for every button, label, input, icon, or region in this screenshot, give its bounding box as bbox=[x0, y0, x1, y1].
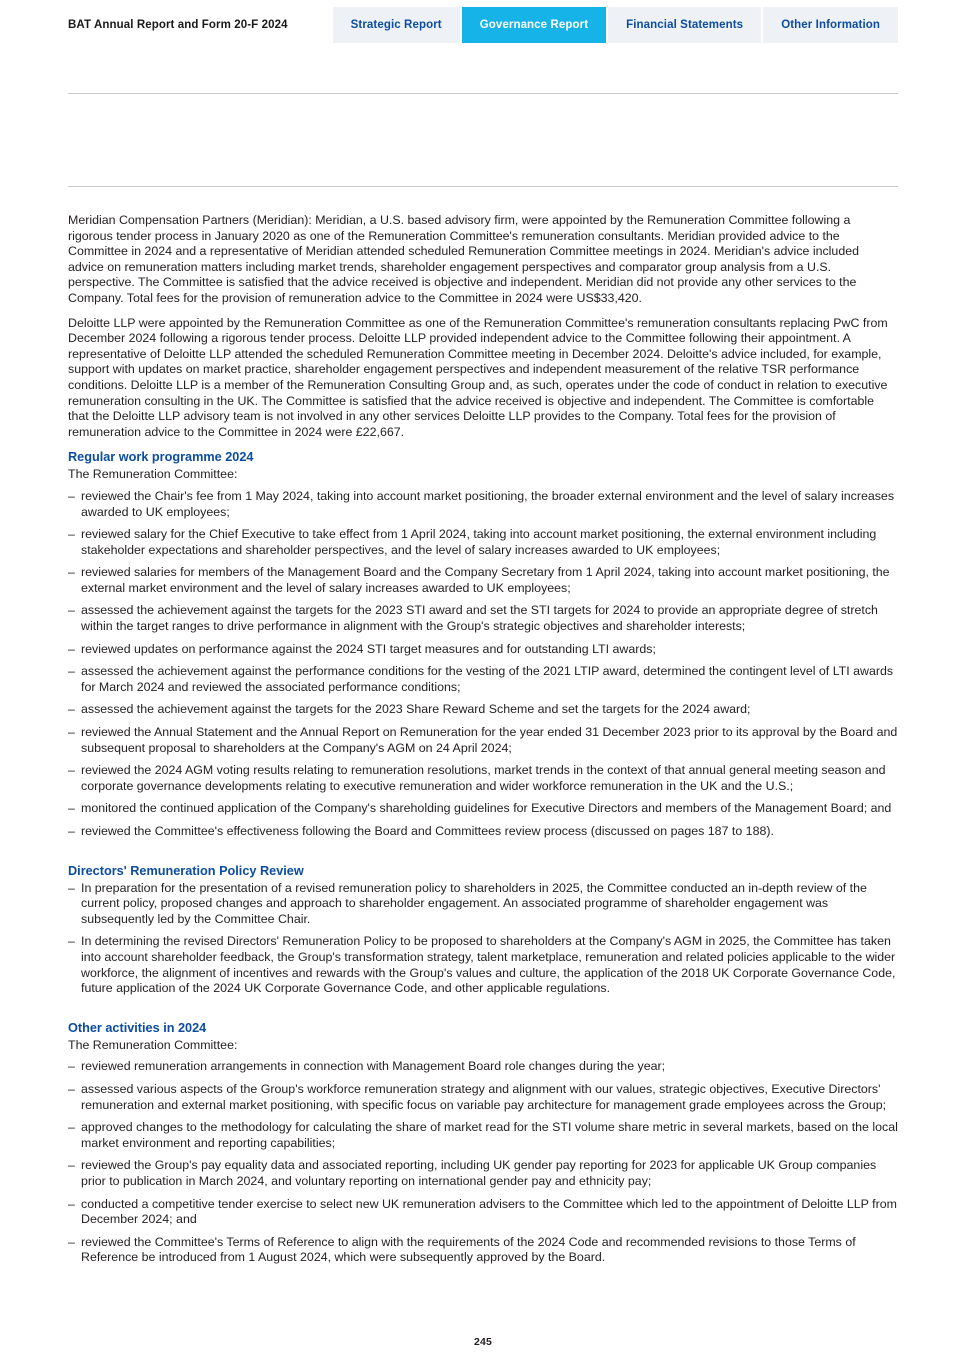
paragraph-meridian: Meridian Compensation Partners (Meridian): Meridian, a U.S. based advisory firm, were appointed by the Remuneration Committee following a rigorous tender process in January 2020 as one of the Remuneration Committee's remuneration consultants. Meridian provided advice to the Committee in 2024 and a representative of Meridian attended scheduled Remuneration Committee meetings in 2024. Meridian's advice included advice on remuneration matters including market trends, shareholder engagement perspectives and comparator group analysis from a U.S. perspective. The Committee is satisfied that the advice received is objective and independent. Meridian did not provide any other services to the Company. Total fees for the provision of remuneration advice to the Committee in 2024 were US$33,420. bbox=[68, 213, 859, 305]
heading-remuneration-policy-review: Directors' Remuneration Policy Review bbox=[68, 863, 304, 878]
list-item: – conducted a competitive tender exercise to select new UK remuneration advisers to the Committee which led to the appointment of Deloitte LLP from December 2024; and bbox=[68, 1197, 898, 1228]
tab-governance-report[interactable]: Governance Report bbox=[462, 7, 606, 43]
list-other-activities bbox=[68, 1059, 898, 1266]
page-header bbox=[0, 7, 966, 43]
list-item: – assessed the achievement against the targets for the 2023 Share Reward Scheme and set the targets for the 2024 award; bbox=[68, 702, 898, 718]
tab-strategic-report[interactable]: Strategic Report bbox=[333, 7, 460, 43]
list-item: – reviewed the Chair's fee from 1 May 2024, taking into account market positioning, the broader external environment and the level of salary increases awarded to UK employees; bbox=[68, 489, 898, 520]
list-item: – reviewed salaries for members of the Management Board and the Company Secretary from 1 April 2024, taking into account market positioning, the external market environment and the level of salary increases awarded to UK employees; bbox=[68, 565, 898, 596]
page-number: 245 bbox=[473, 1336, 493, 1348]
heading-other-activities: Other activities in 2024 bbox=[68, 1020, 207, 1035]
report-title: BAT Annual Report and Form 20-F 2024 bbox=[68, 19, 288, 31]
list-item: – reviewed the Annual Statement and the Annual Report on Remuneration for the year ended 31 December 2023 prior to its approval by the Board and subsequent proposal to shareholders at the Company's AGM on 24 April 2024; bbox=[68, 725, 898, 756]
list-item: – reviewed the Group's pay equality data and associated reporting, including UK gender pay reporting for 2023 for applicable UK Group companies prior to publication in March 2024, and voluntary reporting on international gender pay and ethnicity pay; bbox=[68, 1158, 898, 1189]
section-spacer bbox=[68, 1004, 898, 1012]
list-remuneration-policy-review bbox=[68, 881, 898, 997]
content-divider-rule bbox=[68, 186, 898, 187]
list-item: – assessed the achievement against the targets for the 2023 STI award and set the STI targets for 2024 to provide an appropriate degree of stretch within the target ranges to drive performance in alignment with the Group's strategic objectives and shareholder interests; bbox=[68, 603, 898, 634]
tab-financial-statements[interactable]: Financial Statements bbox=[608, 7, 761, 43]
list-item: – reviewed remuneration arrangements in connection with Management Board role changes during the year; bbox=[68, 1059, 898, 1075]
lead-regular-work-programme: The Remuneration Committee: bbox=[68, 467, 238, 482]
list-item: – reviewed salary for the Chief Executive to take effect from 1 April 2024, taking into account market positioning, the external environment including stakeholder expectations and shareholder perspectives, and the level of salary increases awarded to UK employees; bbox=[68, 527, 898, 558]
tab-other-information[interactable]: Other Information bbox=[763, 7, 898, 43]
list-regular-work-programme bbox=[68, 489, 898, 840]
list-item: – approved changes to the methodology for calculating the share of market read for the STI volume share metric in several markets, based on the local market environment and reporting capabilities; bbox=[68, 1120, 898, 1151]
paragraph-deloitte: Deloitte LLP were appointed by the Remuneration Committee as one of the Remuneration Committee's remuneration consultants replacing PwC from December 2024 following a rigorous tender process. Deloitte LLP provided independent advice to the Committee following their appointment. A representative of Deloitte LLP attended the scheduled Remuneration Committee meeting in December 2024. Deloitte's advice included, for example, support with updates on market practice, shareholder engagement perspectives and independent measurement of the relative TSR performance conditions. Deloitte LLP is a member of the Remuneration Consulting Group and, as such, operates under the code of conduct in relation to executive remuneration consulting in the UK. The Committee is satisfied that the advice received is objective and independent. The Committee is comfortable that the Deloitte LLP advisory team is not involved in any other services Deloitte LLP provides to the Company. Total fees for the provision of remuneration advice to the Committee in 2024 were £22,667. bbox=[68, 315, 888, 439]
list-item: – reviewed updates on performance against the 2024 STI target measures and for outstanding LTI awards; bbox=[68, 642, 898, 658]
section-spacer bbox=[68, 847, 898, 855]
lead-other-activities: The Remuneration Committee: bbox=[68, 1037, 238, 1052]
section-nav-tabs bbox=[331, 7, 898, 43]
list-item: – In preparation for the presentation of a revised remuneration policy to shareholders in 2025, the Committee conducted an in-depth review of the current policy, proposed changes and approach to shareholder engagement. An associated programme of shareholder engagement was subsequently led by the Committee Chair. bbox=[68, 881, 898, 928]
list-item: – In determining the revised Directors' Remuneration Policy to be proposed to shareholders at the Company's AGM in 2025, the Committee has taken into account shareholder feedback, the Group's transformation strategy, talent marketplace, remuneration and related policies applicable to the wider workforce, the alignment of incentives and rewards with the Group's values and culture, the application of the 2018 UK Corporate Governance Code, future application of the 2024 UK Corporate Governance Code, and other applicable regulations. bbox=[68, 934, 898, 996]
list-item: – reviewed the Committee's Terms of Reference to align with the requirements of the 2024 Code and recommended revisions to those Terms of Reference be introduced from 1 August 2024, which were subsequently approved by the Board. bbox=[68, 1235, 898, 1266]
list-item: – reviewed the Committee's effectiveness following the Board and Committees review process (discussed on pages 187 to 188). bbox=[68, 824, 898, 840]
list-item: – reviewed the 2024 AGM voting results relating to remuneration resolutions, market trends in the context of that annual general meeting season and corporate governance developments relating to executive remuneration and wider workforce remuneration in the UK and the U.S.; bbox=[68, 763, 898, 794]
heading-regular-work-programme: Regular work programme 2024 bbox=[68, 450, 254, 465]
list-item: – assessed the achievement against the performance conditions for the vesting of the 2021 LTIP award, determined the contingent level of LTI awards for March 2024 and reviewed the associated performance conditions; bbox=[68, 664, 898, 695]
page-content bbox=[0, 213, 966, 1266]
list-item: – monitored the continued application of the Company's shareholding guidelines for Executive Directors and members of the Management Board; and bbox=[68, 801, 898, 817]
list-item: – assessed various aspects of the Group's workforce remuneration strategy and alignment with our values, strategic objectives, Executive Directors' remuneration and external market positioning, with specific focus on variable pay architecture for management grade employees across the Group; bbox=[68, 1082, 898, 1113]
header-divider-rule bbox=[68, 93, 898, 94]
